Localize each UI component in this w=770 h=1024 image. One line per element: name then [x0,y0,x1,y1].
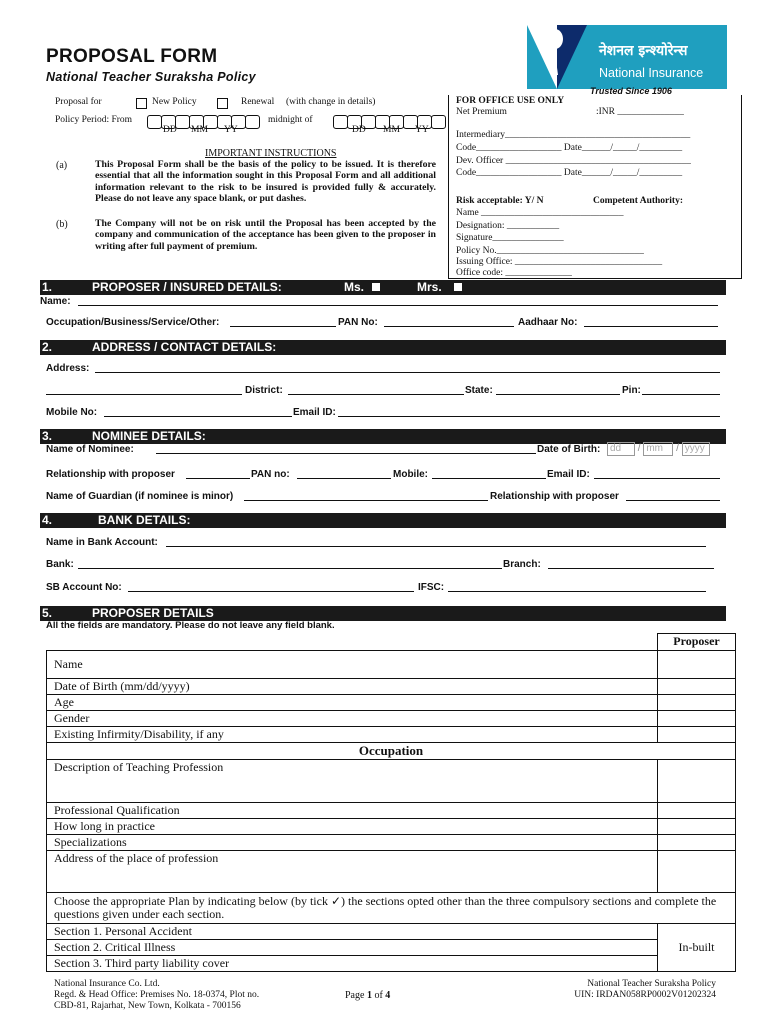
state-label: State: [465,385,493,396]
designation-field[interactable]: Designation: ___________ [456,221,560,231]
proposer-specializations-cell[interactable] [658,835,736,851]
branch-label: Branch: [503,559,541,570]
policy-period-label: Policy Period: From [55,115,133,125]
nominee-field[interactable] [156,444,536,454]
footer-company: National Insurance Co. Ltd. [54,979,160,989]
footer-uin: UIN: IRDAN058RP0002V01202324 [574,990,716,1000]
row-dob-label: Date of Birth (mm/dd/yyyy) [47,679,658,695]
nominee-pan-field[interactable] [297,469,391,479]
row-name-label: Name [47,651,658,679]
row-section-3-label: Section 3. Third party liability cover [47,956,658,972]
proposal-for-label: Proposal for [55,97,102,107]
ms-checkbox[interactable] [372,283,380,291]
bank-label: Bank: [46,559,74,570]
nominee-dob-label: Date of Birth: [537,444,601,455]
proposer-practice-cell[interactable] [658,819,736,835]
aadhaar-label: Aadhaar No: [518,317,578,328]
bank-field[interactable] [78,559,502,569]
section-5-number: 5. [42,606,53,620]
section-2-number: 2. [42,340,53,354]
district-field[interactable] [288,385,464,395]
section-1-number: 1. [42,280,53,294]
section-2-header [40,340,726,355]
renewal-label: Renewal [241,97,275,107]
renewal-note: (with change in details) [286,97,376,107]
nominee-email-field[interactable] [594,469,720,479]
pin-label: Pin: [622,385,641,396]
renewal-checkbox[interactable] [217,98,228,109]
account-name-field[interactable] [166,537,706,547]
net-premium-label: Net Premium [456,107,507,117]
state-field[interactable] [496,385,620,395]
aadhaar-field[interactable] [584,317,718,327]
instruction-a-text: This Proposal Form shall be the basis of the policy to be issued. It is therefore essential that all the information sought in this Proposal Form and all additional information relevant to the risk to be insured is provided fully & accurately. Please do not leave any space blank, or put dashes. [95,159,436,205]
competent-authority-label: Competent Authority: [593,196,683,206]
proposer-dob-cell[interactable] [658,679,736,695]
logo-emblem-icon [527,25,587,89]
section-3-title: NOMINEE DETAILS: [92,429,206,443]
ms-label: Ms. [344,280,365,294]
row-gender-label: Gender [47,711,658,727]
from-dd-label: DD [163,125,177,135]
occupation-field[interactable] [230,317,336,327]
instruction-b-label: (b) [56,219,68,230]
row-address-profession-label: Address of the place of profession [47,851,658,893]
inbuilt-cell: In-built [658,924,736,972]
email-field[interactable] [338,407,720,417]
dob-yyyy-input[interactable]: yyyy [682,442,710,456]
row-qualification-label: Professional Qualification [47,803,658,819]
to-mm-label: MM [383,125,400,135]
dev-officer-code-field[interactable]: Code__________________ Date______/_____/_________ [456,168,683,178]
pin-field[interactable] [642,385,720,395]
section-4-header [40,513,726,528]
section-5-title: PROPOSER DETAILS [92,606,214,620]
dob-dd-input[interactable]: dd [607,442,635,456]
net-premium-inr[interactable]: :INR ______________ [596,107,684,117]
logo-english-text: National Insurance [599,66,704,80]
guardian-relationship-field[interactable] [626,491,720,501]
sb-account-label: SB Account No: [46,582,122,593]
instructions-heading: IMPORTANT INSTRUCTIONS [205,148,337,159]
new-policy-label: New Policy [152,97,197,107]
to-dd-label: DD [352,125,366,135]
nominee-dob-group: dd / mm / yyyy [607,442,710,456]
ifsc-field[interactable] [448,582,706,592]
section-2-title: ADDRESS / CONTACT DETAILS: [92,340,277,354]
dob-mm-input[interactable]: mm [643,442,673,456]
row-practice-label: How long in practice [47,819,658,835]
instruction-a-label: (a) [56,160,68,171]
dev-officer-field[interactable]: Dev. Officer _______________________________________ [456,156,691,166]
occupation-heading: Occupation [47,743,736,760]
mobile-field[interactable] [104,407,292,417]
instruction-b-text: The Company will not be on risk until the Proposal has been accepted by the company and communication of the acceptance has been given to the proposer in writing after full payment of premium. [95,218,436,252]
page-indicator: Page 1 of 4 [345,990,391,1001]
section-4-title: BANK DETAILS: [98,513,191,527]
pan-field[interactable] [384,317,514,327]
from-yy-label: YY [224,125,238,135]
nominee-email-label: Email ID: [547,469,590,480]
proposer-column-header: Proposer [658,634,736,651]
office-code-field[interactable]: Office code: ______________ [456,268,572,278]
new-policy-checkbox[interactable] [136,98,147,109]
footer-policy-block [540,979,716,1001]
mobile-label: Mobile No: [46,407,98,418]
mrs-label: Mrs. [417,280,442,294]
from-mm-label: MM [191,125,208,135]
row-specializations-label: Specializations [47,835,658,851]
district-label: District: [245,385,283,396]
pan-label: PAN No: [338,317,378,328]
office-name-field[interactable]: Name ______________________________ [456,208,624,218]
nominee-label: Name of Nominee: [46,444,134,455]
to-yy-label: YY [415,125,429,135]
proposer-age-cell[interactable] [658,695,736,711]
form-subtitle: National Teacher Suraksha Policy [46,70,256,84]
email-label: Email ID: [293,407,336,418]
plan-instruction: Choose the appropriate Plan by indicating below (by tick ✓) the sections opted other than the three compulsory sections and complete the questions given under each section. [47,893,736,924]
name-field[interactable] [78,296,718,306]
ifsc-label: IFSC: [418,582,445,593]
guardian-relationship-label: Relationship with proposer [490,491,619,502]
row-age-label: Age [47,695,658,711]
row-infirmity-label: Existing Infirmity/Disability, if any [47,727,658,743]
proposer-details-table [46,633,736,972]
footer-company-block [54,979,259,1012]
section-4-number: 4. [42,513,53,527]
signature-field[interactable]: Signature_______________ [456,233,564,243]
proposer-gender-cell[interactable] [658,711,736,727]
guardian-label: Name of Guardian (if nominee is minor) [46,491,234,502]
form-title: PROPOSAL FORM [46,46,218,67]
issuing-office-field[interactable]: Issuing Office: _______________________________ [456,257,663,267]
address-field-line-2[interactable] [46,385,242,395]
mrs-checkbox[interactable] [454,283,462,291]
footer-address: CBD-81, Rajarhat, New Town, Kolkata - 700156 [54,1001,241,1011]
nominee-pan-label: PAN no: [251,469,290,480]
sb-account-field[interactable] [128,582,414,592]
proposer-qualification-cell[interactable] [658,803,736,819]
address-label: Address: [46,363,90,374]
logo-tagline: Trusted Since 1906 [590,86,672,96]
nominee-relationship-field[interactable] [186,469,250,479]
row-section-2-label: Section 2. Critical Illness [47,940,658,956]
footer-office: Regd. & Head Office: Premises No. 18-0374, Plot no. [54,990,260,1000]
guardian-field[interactable] [244,491,488,501]
section-5-header [40,606,726,621]
section-1-title: PROPOSER / INSURED DETAILS: [92,280,282,294]
branch-field[interactable] [548,559,714,569]
row-teaching-label: Description of Teaching Profession [47,760,658,803]
section-5-note: All the fields are mandatory. Please do not leave any field blank. [46,620,335,631]
company-logo [527,25,727,89]
logo-hindi-text: नेशनल इन्श्योरेन्स [599,43,688,59]
occupation-label: Occupation/Business/Service/Other: [46,317,220,328]
section-1-header [40,280,726,295]
proposer-teaching-cell[interactable] [658,760,736,803]
nominee-mobile-field[interactable] [432,469,546,479]
office-heading: FOR OFFICE USE ONLY [456,96,565,106]
nominee-mobile-label: Mobile: [393,469,428,480]
proposer-infirmity-cell[interactable] [658,727,736,743]
address-field-line-1[interactable] [95,363,720,373]
name-label: Name: [40,296,71,307]
proposer-name-cell[interactable] [658,651,736,679]
nominee-relationship-label: Relationship with proposer [46,469,175,480]
policy-no-field[interactable]: Policy No._______________________________ [456,246,644,256]
intermediary-field[interactable]: Intermediary_______________________________________ [456,130,691,140]
row-section-1-label: Section 1. Personal Accident [47,924,658,940]
risk-acceptable-label: Risk acceptable: Y/ N [456,196,544,206]
section-3-number: 3. [42,429,53,443]
proposer-address-cell[interactable] [658,851,736,893]
intermediary-code-field[interactable]: Code__________________ Date______/_____/_________ [456,143,683,153]
account-name-label: Name in Bank Account: [46,537,158,548]
midnight-label: midnight of [268,115,313,125]
footer-policy: National Teacher Suraksha Policy [587,979,716,989]
